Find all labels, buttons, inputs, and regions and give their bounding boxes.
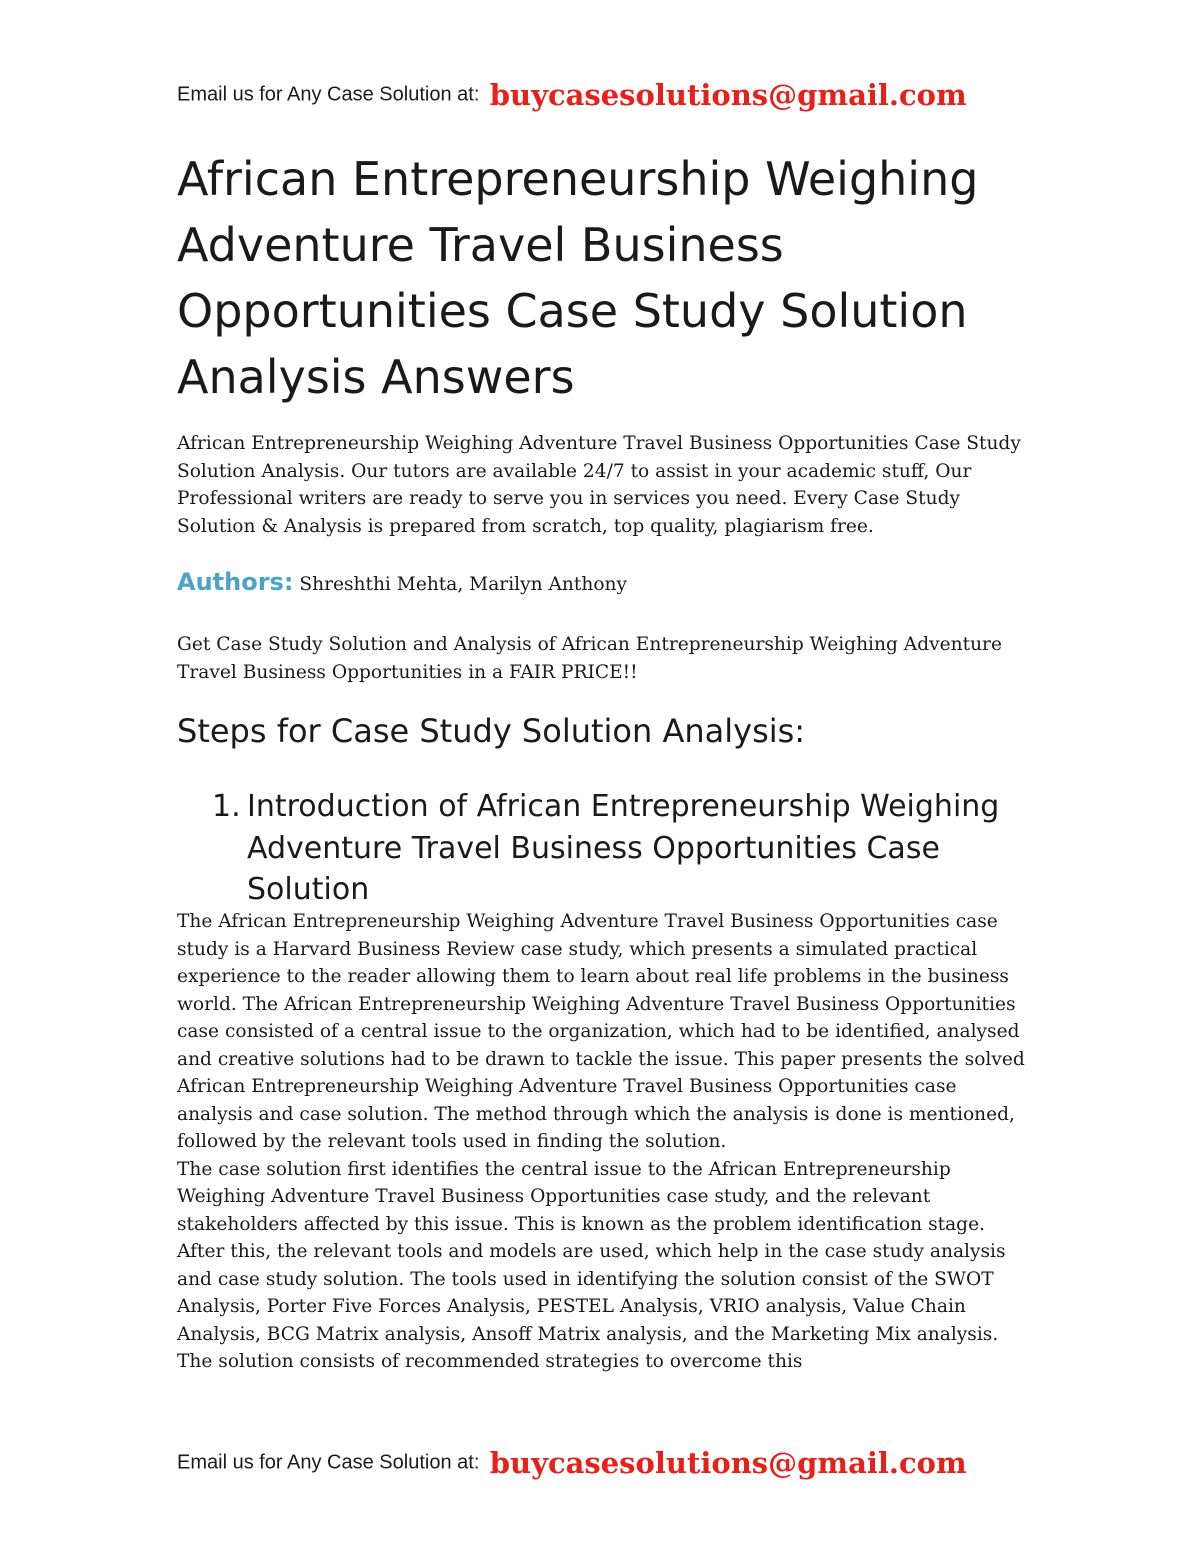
steps-heading: Steps for Case Study Solution Analysis: [177,712,806,750]
authors-line [177,568,627,596]
price-line: Get Case Study Solution and Analysis of African Entrepreneurship Weighing Adventure Travel Business Opportunities in a FAIR PRICE!! [177,634,1002,683]
intro-paragraph: African Entrepreneurship Weighing Adventure Travel Business Opportunities Case Study Solution Analysis. Our tutors are available 24/7 to assist in your academic stuff, Our Professional writers are ready to serve you in services you need. Every Case Study Solution & Analysis is prepared from scratch, top quality, plagiarism free. [177,433,1021,537]
footer-email-label: Email us for Any Case Solution at: [177,1451,480,1474]
step-1-heading [212,786,1052,911]
body-text [177,908,1037,1376]
header-email-line [177,78,967,112]
footer-email-link[interactable]: buycasesolutions@gmail.com [489,1446,967,1480]
header-email-link[interactable]: buycasesolutions@gmail.com [489,78,967,112]
header-email-label: Email us for Any Case Solution at: [177,83,480,106]
page-title: African Entrepreneurship Weighing Adventure Travel Business Opportunities Case Study Solution Analysis Answers [177,152,979,404]
authors-label: Authors: [177,568,294,596]
body-paragraph-1: The African Entrepreneurship Weighing Adventure Travel Business Opportunities case study is a Harvard Business Review case study, which presents a simulated practical experience to the reader allowing them to learn about real life problems in the business world. The African Entrepreneurship Weighing Adventure Travel Business Opportunities case consisted of a central issue to the organization, which had to be identified, analysed and creative solutions had to be drawn to tackle the issue. This paper presents the solved African Entrepreneurship Weighing Adventure Travel Business Opportunities case analysis and case solution. The method through which the analysis is done is mentioned, followed by the relevant tools used in finding the solution. [177,911,1025,1152]
body-paragraph-2: The case solution first identifies the central issue to the African Entrepreneurship Weighing Adventure Travel Business Opportunities case study, and the relevant stakeholders affected by this issue. This is known as the problem identification stage. After this, the relevant tools and models are used, which help in the case study analysis and case study solution. The tools used in identifying the solution consist of the SWOT Analysis, Porter Five Forces Analysis, PESTEL Analysis, VRIO analysis, Value Chain Analysis, BCG Matrix analysis, Ansoff Matrix analysis, and the Marketing Mix analysis. The solution consists of recommended strategies to overcome this [177,1158,1006,1372]
footer-email-line [177,1446,967,1480]
step-1-number: 1. [212,789,241,824]
authors-names: Shreshthi Mehta, Marilyn Anthony [299,574,628,595]
step-1-title: Introduction of African Entrepreneurship Weighing Adventure Travel Business Opportunities Case Solution [247,789,1000,907]
